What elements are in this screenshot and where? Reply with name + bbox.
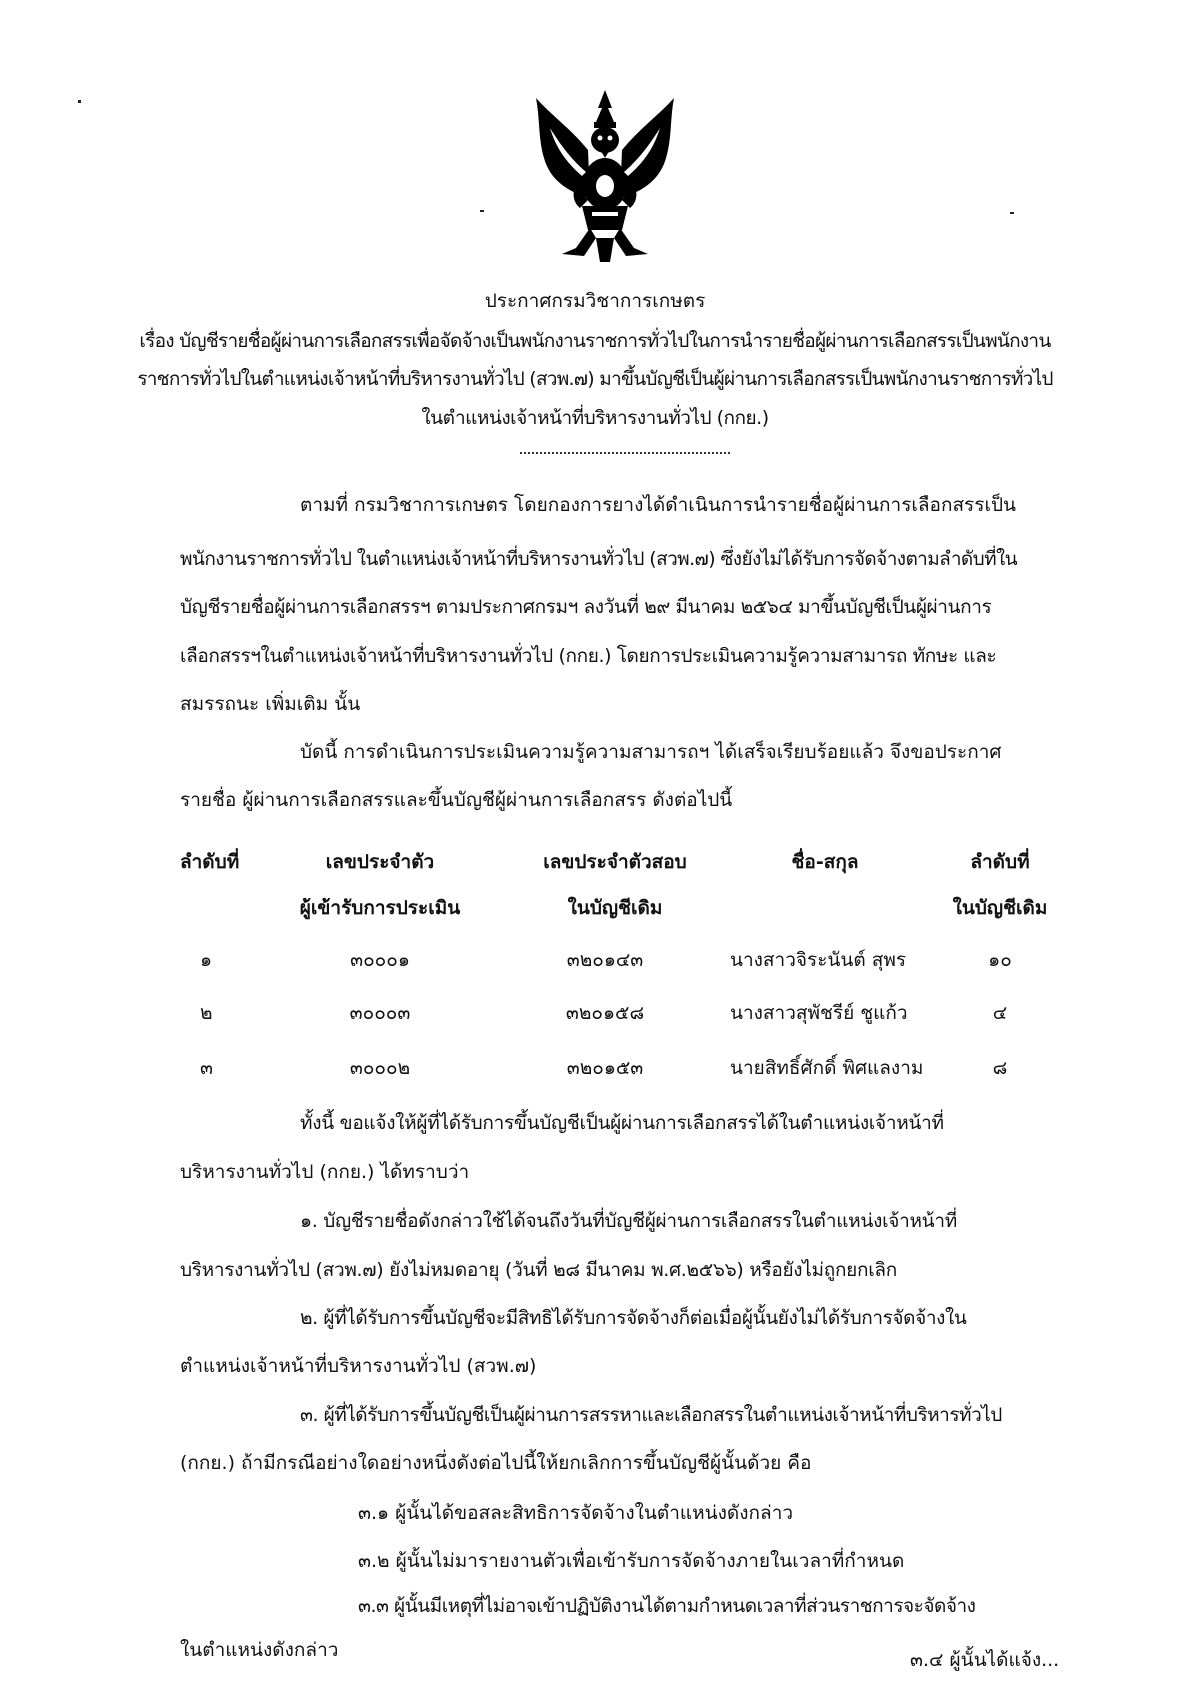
table-row-1-name: นางสาวจิระนันต์ สุพร (730, 949, 907, 971)
item3-line-2: (กกย.) ถ้ามีกรณีอย่างใดอย่างหนึ่งดังต่อไปนี้ให้ยกเลิกการขึ้นบัญชีผู้นั้นด้วย คือ (180, 1452, 812, 1474)
table-row-3-name: นายสิทธิ์ศักดิ์ พิศแลงาม (730, 1057, 924, 1079)
para1-line-5: สมรรถนะ เพิ่มเติม นั้น (180, 693, 361, 715)
table-row-1-id: ๓๐๐๐๑ (350, 949, 410, 971)
announcement-title: ประกาศกรมวิชาการเกษตร (484, 290, 706, 312)
table-header-exam-id-sub: ในบัญชีเดิม (567, 897, 663, 919)
para1-line-2: พนักงานราชการทั่วไป ในตำแหน่งเจ้าหน้าที่บริหารงานทั่วไป (สวพ.๗) ซึ่งยังไม่ได้รับการจัดจ้างตามลำดับที่ใน (180, 548, 1018, 570)
table-row-3-original-order: ๘ (992, 1057, 1008, 1079)
table-row-1-original-order: ๑๐ (988, 949, 1012, 971)
scan-speck (1010, 212, 1014, 214)
table-row-3-order: ๓ (200, 1057, 213, 1079)
separator-line (520, 452, 730, 454)
table-row-2-original-order: ๔ (992, 1002, 1008, 1024)
sub-item-3-1: ๓.๑ ผู้นั้นได้ขอสละสิทธิการจัดจ้างในตำแหน่งดังกล่าว (358, 1502, 794, 1524)
subject-line-1: เรื่อง บัญชีรายชื่อผู้ผ่านการเลือกสรรเพื่อจัดจ้างเป็นพนักงานราชการทั่วไปในการนำรายชื่อผู้ผ่านการเลือกสรรเป็นพนักงาน (139, 330, 1051, 352)
notice-line-2: บริหารงานทั่วไป (กกย.) ได้ทราบว่า (180, 1161, 470, 1183)
table-header-order: ลำดับที่ (180, 851, 240, 873)
table-header-original-order-sub: ในบัญชีเดิม (952, 897, 1048, 919)
table-header-id: เลขประจำตัว (325, 851, 435, 873)
scan-speck (480, 210, 484, 212)
sub-item-3-3-line-1: ๓.๓ ผู้นั้นมีเหตุที่ไม่อาจเข้าปฏิบัติงานได้ตามกำหนดเวลาที่ส่วนราชการจะจัดจ้าง (358, 1595, 976, 1617)
subject-line-2: ราชการทั่วไปในตำแหน่งเจ้าหน้าที่บริหารงานทั่วไป (สวพ.๗) มาขึ้นบัญชีเป็นผู้ผ่านการเลือกสรรเป็นพนักงานราชการทั่วไป (137, 368, 1053, 390)
table-header-original-order: ลำดับที่ (970, 851, 1030, 873)
subject-line-3: ในตำแหน่งเจ้าหน้าที่บริหารงานทั่วไป (กกย.) (421, 407, 769, 429)
item2-line-1: ๒. ผู้ที่ได้รับการขึ้นบัญชีจะมีสิทธิได้รับการจัดจ้างก็ต่อเมื่อผู้นั้นยังไม่ได้รับการจัดจ้างใน (300, 1307, 967, 1329)
para2-line-1: บัดนี้ การดำเนินการประเมินความรู้ความสามารถฯ ได้เสร็จเรียบร้อยแล้ว จึงขอประกาศ (300, 741, 1002, 763)
table-row-2-exam-id: ๓๒๐๑๕๘ (565, 1002, 645, 1024)
table-row-1-exam-id: ๓๒๐๑๔๓ (566, 949, 644, 971)
continuation-text: ๓.๔ ผู้นั้นได้แจ้ง... (910, 1649, 1060, 1671)
table-row-3-exam-id: ๓๒๐๑๕๓ (566, 1057, 644, 1079)
garuda-emblem (530, 88, 680, 264)
table-header-exam-id: เลขประจำตัวสอบ (543, 851, 687, 873)
scan-speck (78, 100, 81, 103)
para1-line-4: เลือกสรรฯในตำแหน่งเจ้าหน้าที่บริหารงานทั่วไป (กกย.) โดยการประเมินความรู้ความสามารถ ทักษะ และ (180, 645, 997, 667)
sub-item-3-3-line-2: ในตำแหน่งดังกล่าว (180, 1639, 339, 1661)
notice-line-1: ทั้งนี้ ขอแจ้งให้ผู้ที่ได้รับการขึ้นบัญชีเป็นผู้ผ่านการเลือกสรรได้ในตำแหน่งเจ้าหน้าที่ (300, 1112, 944, 1134)
para2-line-2: รายชื่อ ผู้ผ่านการเลือกสรรและขึ้นบัญชีผู้ผ่านการเลือกสรร ดังต่อไปนี้ (180, 789, 733, 811)
item1-line-1: ๑. บัญชีรายชื่อดังกล่าวใช้ได้จนถึงวันที่บัญชีผู้ผ่านการเลือกสรรในตำแหน่งเจ้าหน้าที่ (300, 1210, 957, 1232)
table-row-3-id: ๓๐๐๐๒ (349, 1057, 411, 1079)
table-row-2-order: ๒ (200, 1002, 213, 1024)
table-row-2-id: ๓๐๐๐๓ (349, 1002, 411, 1024)
para1-line-3: บัญชีรายชื่อผู้ผ่านการเลือกสรรฯ ตามประกาศกรมฯ ลงวันที่ ๒๙ มีนาคม ๒๕๖๔ มาขึ้นบัญชีเป็นผู้ผ่านการ (180, 596, 992, 618)
table-row-1-order: ๑ (200, 949, 213, 971)
item1-line-2: บริหารงานทั่วไป (สวพ.๗) ยังไม่หมดอายุ (วันที่ ๒๘ มีนาคม พ.ศ.๒๕๖๖) หรือยังไม่ถูกยกเลิก (180, 1259, 897, 1281)
item2-line-2: ตำแหน่งเจ้าหน้าที่บริหารงานทั่วไป (สวพ.๗) (180, 1355, 537, 1377)
item3-line-1: ๓. ผู้ที่ได้รับการขึ้นบัญชีเป็นผู้ผ่านการสรรหาและเลือกสรรในตำแหน่งเจ้าหน้าที่บริหารทั่วไป (300, 1404, 1002, 1426)
para1-line-1: ตามที่ กรมวิชาการเกษตร โดยกองการยางได้ดำเนินการนำรายชื่อผู้ผ่านการเลือกสรรเป็น (300, 494, 1016, 516)
table-header-id-sub: ผู้เข้ารับการประเมิน (299, 897, 461, 919)
table-row-2-name: นางสาวสุพัชรีย์ ชูแก้ว (730, 1002, 908, 1024)
sub-item-3-2: ๓.๒ ผู้นั้นไม่มารายงานตัวเพื่อเข้ารับการจัดจ้างภายในเวลาที่กำหนด (358, 1550, 905, 1572)
table-header-name: ชื่อ-สกุล (791, 851, 859, 873)
